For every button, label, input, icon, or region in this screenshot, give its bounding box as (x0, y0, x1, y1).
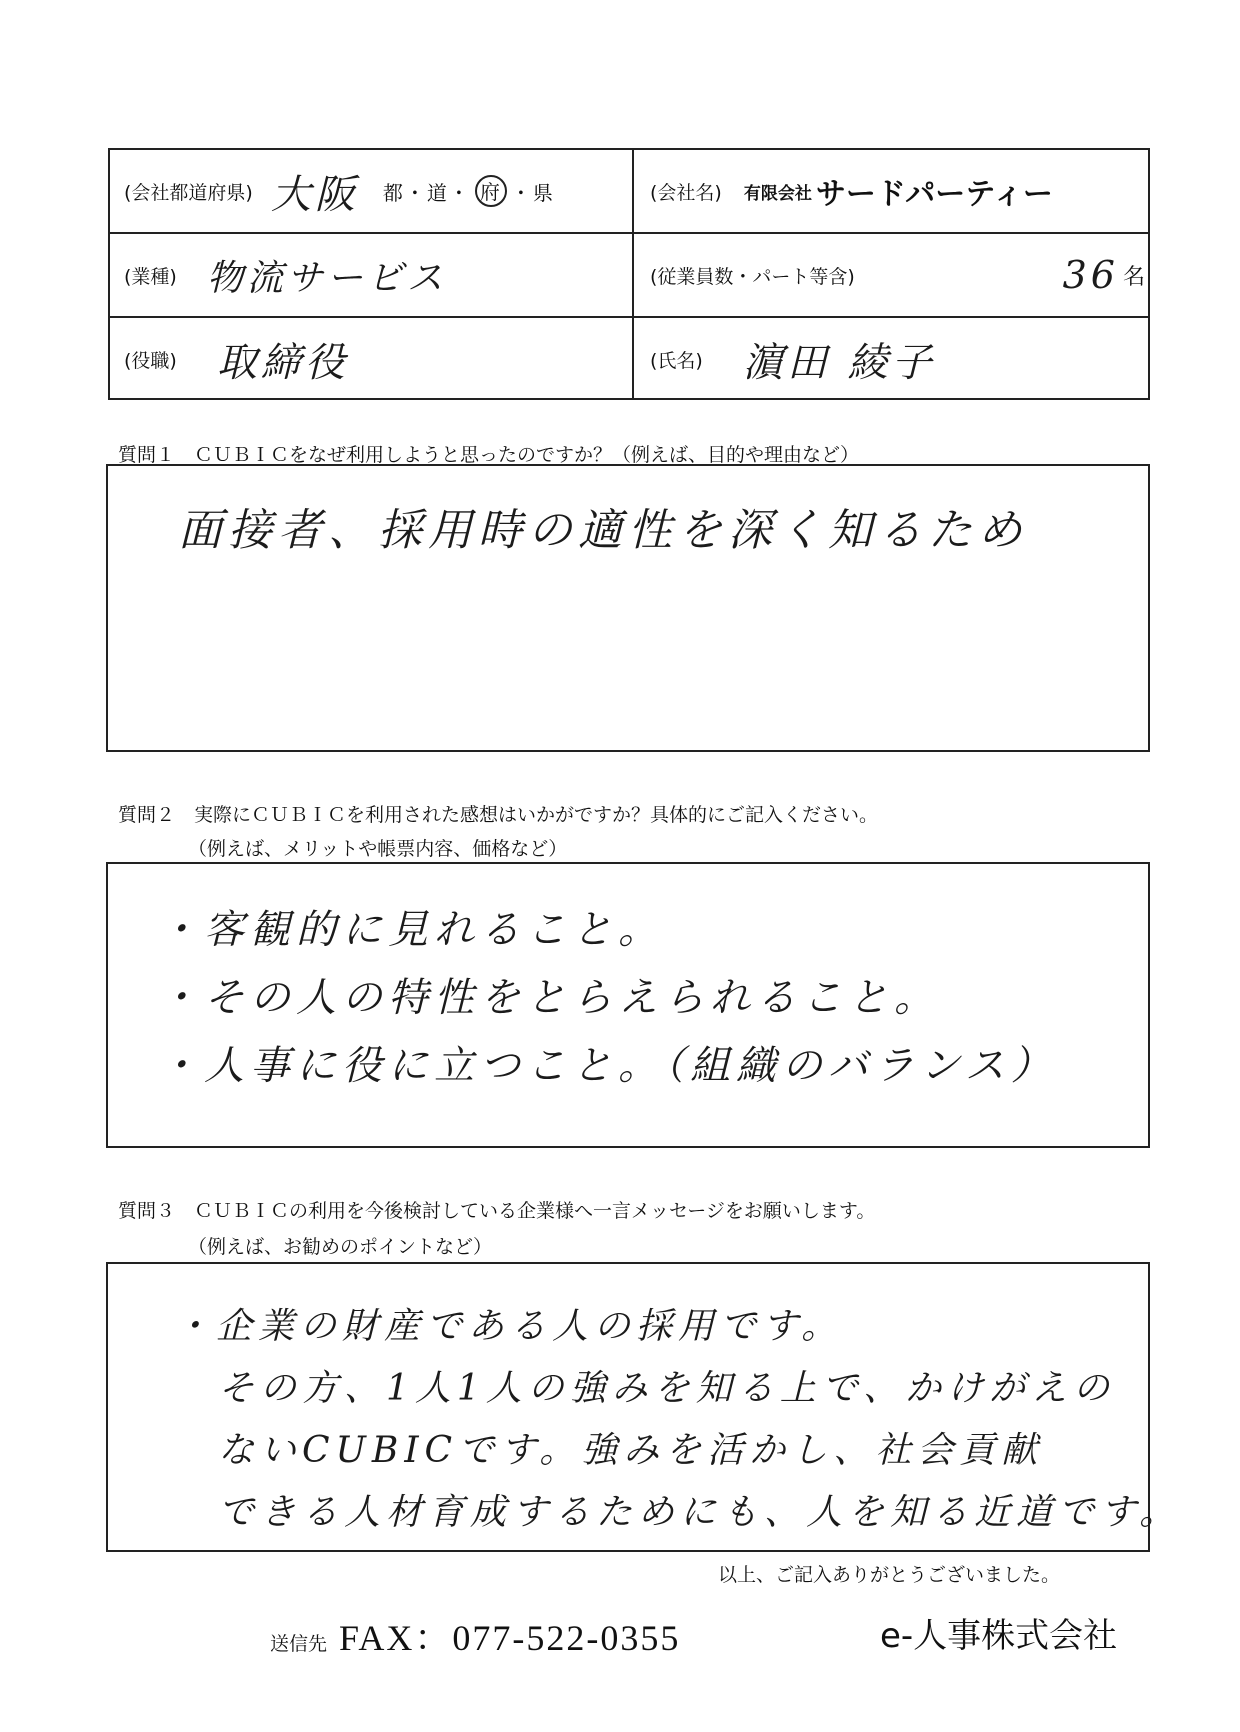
prefecture-selected-circle: 府 (475, 175, 507, 207)
company-prefix: 有限会社 (743, 183, 812, 204)
prefecture-suffix-text: 都・道・ (382, 180, 471, 205)
question-1-title: 質問１ ＣＵＢＩＣをなぜ利用しようと思ったのですか？（例えば、目的や理由など） (118, 444, 860, 466)
employees-label: (従業員数・パート等含) (650, 265, 855, 288)
column-divider (632, 150, 634, 398)
industry-label: (業種) (124, 265, 177, 288)
question-2-hint: （例えば、メリットや帳票内容、価格など） (188, 838, 568, 860)
question-2-answer-box (106, 862, 1150, 1148)
industry-value: 物流サービス (206, 257, 447, 299)
industry-cell (124, 234, 629, 316)
employees-value: 36 (1062, 253, 1119, 297)
closing-message: 以上、ご記入ありがとうございました。 (718, 1564, 1061, 1586)
answer-line: ないCUBICです。強みを活かし、社会貢献 (218, 1430, 1044, 1471)
company-cell (650, 150, 1145, 232)
send-to-label: 送信先 (270, 1633, 328, 1655)
employees-unit: 名 (1122, 264, 1145, 290)
prefecture-suffix-text: ・県 (510, 180, 555, 205)
question-1-answer-box (106, 464, 1150, 752)
respondent-name: 濵田 綾子 (742, 339, 936, 386)
name-cell (650, 318, 1145, 400)
name-label: (氏名) (650, 349, 703, 372)
company-name: サードパーティー (815, 177, 1053, 212)
answer-line: できる人材育成するためにも、人を知る近道です。 (218, 1492, 1182, 1533)
employees-cell (650, 234, 1145, 316)
company-info-table (108, 148, 1150, 400)
question-3-hint: （例えば、お勧めのポイントなど） (188, 1236, 493, 1258)
company-label: (会社名) (650, 181, 722, 204)
answer-line: ・客観的に見れること。 (158, 907, 664, 953)
position-value: 取締役 (216, 339, 349, 386)
position-cell (124, 318, 629, 400)
recipient-company: e-人事株式会社 (880, 1616, 1118, 1656)
prefecture-suffix (383, 175, 555, 207)
answer-line: ・人事に役に立つこと。（組織のバランス） (158, 1043, 1057, 1089)
prefecture-cell (124, 150, 629, 232)
answer-line: ・企業の財産である人の採用です。 (174, 1306, 844, 1347)
question-3-answer-box (106, 1262, 1182, 1552)
fax-number: FAX：077-522-0355 (339, 1618, 681, 1658)
answer-line: その方、1人1人の強みを知る上で、かけがえの (218, 1368, 1116, 1409)
question-2-title: 質問２ 実際にＣＵＢＩＣを利用された感想はいかがですか？具体的にご記入ください。 (118, 804, 879, 826)
prefecture-label: (会社都道府県) (124, 181, 253, 204)
prefecture-value: 大阪 (270, 171, 359, 218)
answer-line: 面接者、採用時の適性を深く知るため (178, 505, 1028, 556)
footer (270, 1610, 680, 1661)
answer-line: ・その人の特性をとらえられること。 (158, 975, 940, 1021)
question-3-title: 質問３ ＣＵＢＩＣの利用を今後検討している企業様へ一言メッセージをお願いします。 (118, 1200, 876, 1222)
position-label: (役職) (124, 349, 177, 372)
